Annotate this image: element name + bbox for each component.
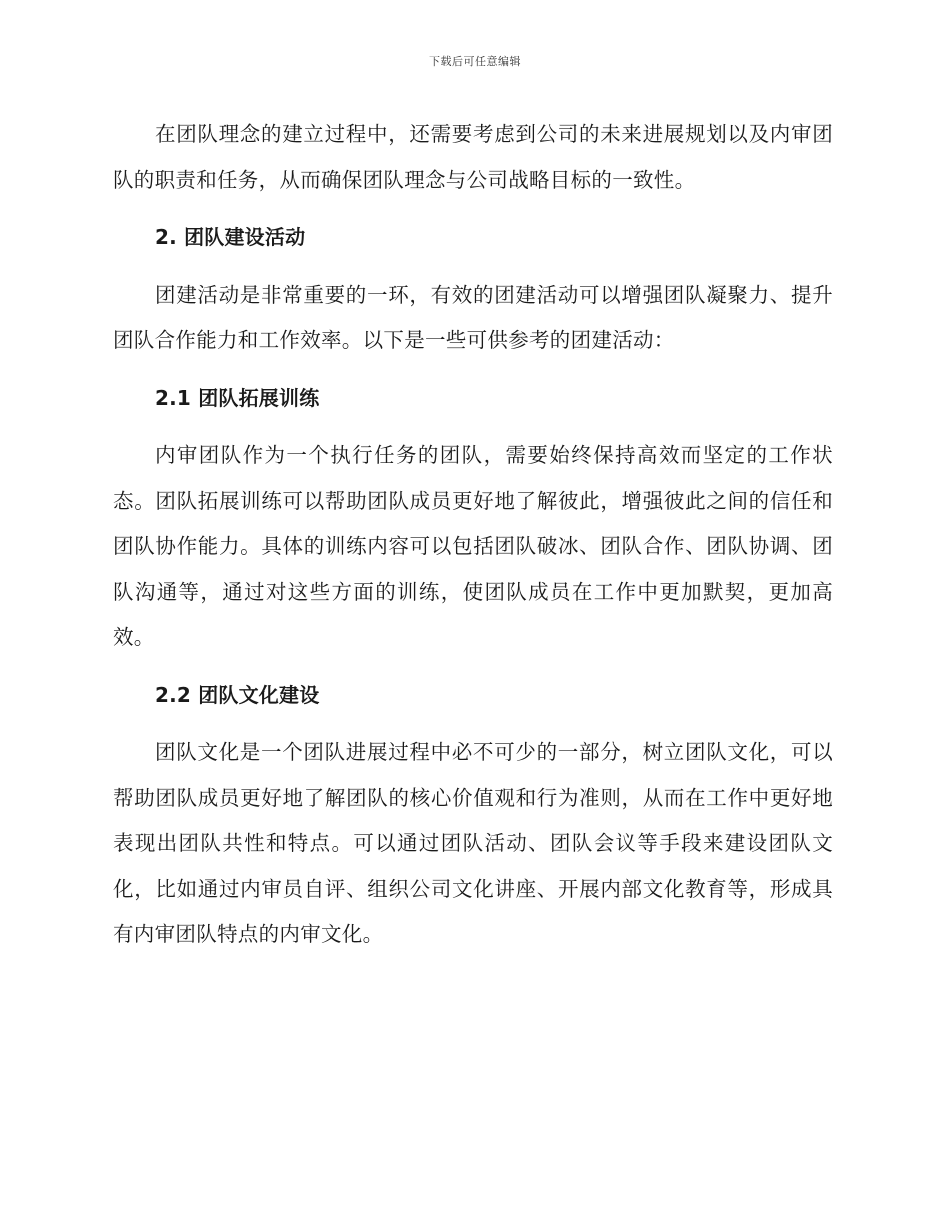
header-note: 下载后可任意编辑 bbox=[429, 55, 521, 68]
paragraph-team-culture: 团队文化是一个团队进展过程中必不可少的一部分，树立团队文化，可以帮助团队成员更好地了解团队的核心价值观和行为准则，从而在工作中更好地表现出团队共性和特点。可以通过团队活动、团队会议等手段来建设团队文化，比如通过内审员自评、组织公司文化讲座、开展内部文化教育等，形成具有内审团队特点的内审文化。 bbox=[113, 740, 833, 946]
heading-team-building-activities: 2. 团队建设活动 bbox=[155, 225, 306, 249]
heading-outdoor-training: 2.1 团队拓展训练 bbox=[155, 385, 320, 410]
paragraph-outdoor-training: 内审团队作为一个执行任务的团队，需要始终保持高效而坚定的工作状态。团队拓展训练可以帮助团队成员更好地了解彼此，增强彼此之间的信任和团队协作能力。具体的训练内容可以包括团队破冰、团队合作、团队协调、团队沟通等，通过对这些方面的训练，使团队成员在工作中更加默契，更加高效。 bbox=[113, 443, 833, 649]
document-body bbox=[113, 112, 833, 958]
paragraph-team-building-intro: 团建活动是非常重要的一环，有效的团建活动可以增强团队凝聚力、提升团队合作能力和工作效率。以下是一些可供参考的团建活动： bbox=[113, 282, 833, 352]
heading-team-culture: 2.2 团队文化建设 bbox=[155, 682, 320, 707]
paragraph-team-concept: 在团队理念的建立过程中，还需要考虑到公司的未来进展规划以及内审团队的职责和任务，从而确保团队理念与公司战略目标的一致性。 bbox=[113, 122, 833, 192]
